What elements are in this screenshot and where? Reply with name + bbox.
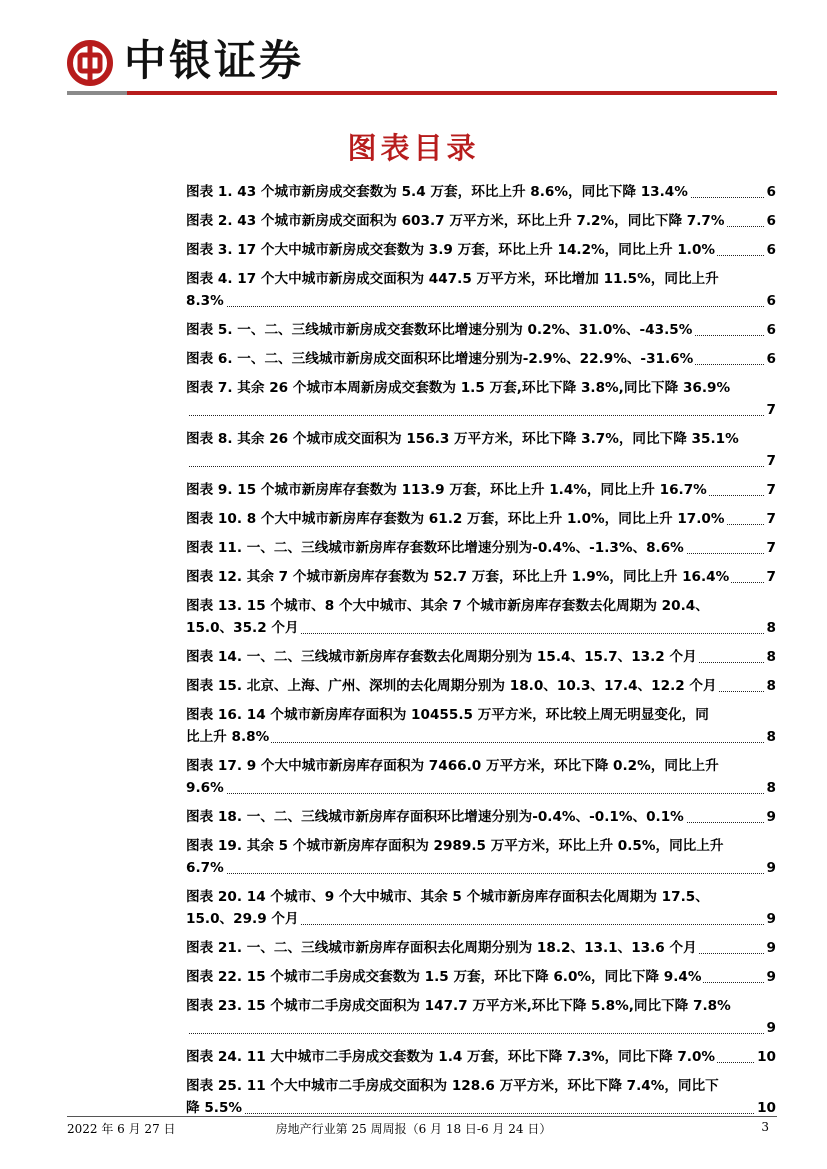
toc-entry-page: 9 [765,966,776,988]
toc-entry-last-line [186,675,776,697]
toc-entry-text: 图表 22. 15 个城市二手房成交套数为 1.5 万套，环比下降 6.0%，同比下降 9.4% [186,969,702,985]
toc-entry-text: 图表 16. 14 个城市新房库存面积为 10455.5 万平方米，环比较上周无明显变化，同 [186,707,709,723]
toc-entry[interactable] [186,319,776,348]
toc-entry-text: 图表 14. 一、二、三线城市新房库存套数去化周期分别为 15.4、15.7、13.2 个月 [186,649,697,665]
toc-entry-text [186,1020,188,1036]
dot-leader [186,415,776,416]
toc-entry-text: 图表 3. 17 个大中城市新房成交套数为 3.9 万套，环比上升 14.2%，同比上升 1.0% [186,242,716,258]
toc-entry-page: 6 [765,348,776,370]
dot-leader [186,1113,776,1114]
toc-entry[interactable] [186,377,776,428]
toc-entry-page: 7 [765,399,776,421]
toc-entry[interactable] [186,428,776,479]
toc-entry-line [186,995,776,1017]
toc-entry-last-line [186,537,776,559]
toc-entry-last-line [186,399,776,421]
toc-entry-last-line [186,479,776,501]
toc-entry-line [186,377,776,399]
toc-entry-page: 6 [765,319,776,341]
toc-entry-last-line [186,726,776,748]
toc-entry-last-line [186,508,776,530]
toc-entry[interactable] [186,806,776,835]
toc-entry-line [186,428,776,450]
toc-entry-text: 图表 23. 15 个城市二手房成交面积为 147.7 万平方米,环比下降 5.8%,同比下降 7.8% [186,998,731,1014]
toc-entry[interactable] [186,508,776,537]
toc-entry[interactable] [186,210,776,239]
toc-entry-last-line [186,239,776,261]
toc-entry-text: 图表 5. 一、二、三线城市新房成交套数环比增速分别为 0.2%、31.0%、-43.5% [186,322,693,338]
footer-rule [67,1116,777,1117]
toc-entry-text: 图表 19. 其余 5 个城市新房库存面积为 2989.5 万平方米，环比上升 0.5%，同比上升 [186,838,724,854]
toc-entry-last-line [186,857,776,879]
toc-entry-last-line [186,181,776,203]
toc-entry-page: 8 [765,726,776,748]
toc-entry-page: 7 [765,566,776,588]
toc-entry-last-line [186,1017,776,1039]
page-number: 3 [761,1120,769,1134]
toc-entry-line [186,595,776,617]
toc-entry-page: 10 [755,1046,776,1068]
toc-entry-last-line [186,348,776,370]
toc-entry-text [186,402,188,418]
toc-entry[interactable] [186,348,776,377]
toc-entry-line [186,755,776,777]
toc-entry-last-line [186,319,776,341]
toc-entry-page: 8 [765,777,776,799]
dot-leader [186,306,776,307]
toc-entry[interactable] [186,937,776,966]
toc-entry-line [186,268,776,290]
toc-entry-text: 图表 17. 9 个大中城市新房库存面积为 7466.0 万平方米，环比下降 0.2%，同比上升 [186,758,719,774]
toc-entry-text: 图表 24. 11 大中城市二手房成交套数为 1.4 万套，环比下降 7.3%，同比下降 7.0% [186,1049,716,1065]
toc-entry-text: 图表 10. 8 个大中城市新房库存套数为 61.2 万套，环比上升 1.0%，同比上升 17.0% [186,511,725,527]
toc-entry-line [186,704,776,726]
brand-name: 中银证券 [124,36,305,85]
toc-entry-page: 9 [765,937,776,959]
toc-entry-last-line [186,617,776,639]
toc-entry[interactable] [186,181,776,210]
boc-logo-icon [67,40,113,86]
toc-entry-text: 图表 12. 其余 7 个城市新房库存套数为 52.7 万套，环比上升 1.9%，同比上升 16.4% [186,569,730,585]
toc-list [186,181,776,1126]
toc-entry[interactable] [186,966,776,995]
toc-entry[interactable] [186,239,776,268]
toc-entry-page: 7 [765,450,776,472]
toc-entry[interactable] [186,566,776,595]
toc-entry-page: 8 [765,646,776,668]
header-rule-red [127,91,777,95]
toc-entry-page: 8 [765,617,776,639]
toc-entry-page: 10 [755,1097,776,1119]
toc-entry[interactable] [186,886,776,937]
toc-entry-text: 8.3% [186,293,224,309]
toc-entry-last-line [186,210,776,232]
toc-entry-last-line [186,290,776,312]
toc-entry-line [186,886,776,908]
toc-entry[interactable] [186,537,776,566]
toc-entry[interactable] [186,995,776,1046]
toc-entry-text: 图表 1. 43 个城市新房成交套数为 5.4 万套，环比上升 8.6%，同比下降 13.4% [186,184,688,200]
toc-entry-last-line [186,566,776,588]
footer-title: 房地产行业第 25 周周报（6 月 18 日-6 月 24 日） [275,1122,552,1136]
toc-entry-page: 6 [765,181,776,203]
dot-leader [186,742,776,743]
toc-entry[interactable] [186,268,776,319]
toc-entry-text: 降 5.5% [186,1100,243,1116]
toc-entry[interactable] [186,675,776,704]
toc-entry[interactable] [186,595,776,646]
toc-entry-line [186,835,776,857]
toc-entry-page: 9 [765,857,776,879]
toc-entry-last-line [186,966,776,988]
toc-entry-text: 6.7% [186,860,224,876]
header-rule-gray [67,91,127,95]
toc-entry-line [186,1075,776,1097]
toc-entry-text: 图表 8. 其余 26 个城市成交面积为 156.3 万平方米，环比下降 3.7%，同比下降 35.1% [186,431,739,447]
toc-entry-text: 图表 18. 一、二、三线城市新房库存面积环比增速分别为-0.4%、-0.1%、0.1% [186,809,684,825]
toc-entry-text: 比上升 8.8% [186,729,270,745]
toc-entry-last-line [186,777,776,799]
toc-entry-page: 7 [765,537,776,559]
toc-entry[interactable] [186,704,776,755]
toc-entry[interactable] [186,835,776,886]
toc-entry-last-line [186,646,776,668]
toc-entry[interactable] [186,1046,776,1075]
footer-date: 2022 年 6 月 27 日 [67,1122,176,1136]
toc-entry-text: 图表 15. 北京、上海、广州、深圳的去化周期分别为 18.0、10.3、17.4、12.2 个月 [186,678,717,694]
toc-entry[interactable] [186,646,776,675]
toc-entry-last-line [186,908,776,930]
toc-entry-text: 图表 25. 11 个大中城市二手房成交面积为 128.6 万平方米，环比下降 7.4%，同比下 [186,1078,719,1094]
toc-entry-text: 15.0、29.9 个月 [186,911,299,927]
toc-entry[interactable] [186,479,776,508]
toc-entry-page: 6 [765,290,776,312]
toc-entry-page: 7 [765,508,776,530]
toc-entry-last-line [186,806,776,828]
toc-entry-page: 6 [765,239,776,261]
toc-entry-text: 图表 7. 其余 26 个城市本周新房成交套数为 1.5 万套,环比下降 3.8%,同比下降 36.9% [186,380,731,396]
dot-leader [186,873,776,874]
toc-entry-text: 9.6% [186,780,224,796]
toc-entry-text: 图表 21. 一、二、三线城市新房库存面积去化周期分别为 18.2、13.1、13.6 个月 [186,940,697,956]
toc-title: 图表目录 [347,131,480,165]
toc-entry-text: 图表 9. 15 个城市新房库存套数为 113.9 万套，环比上升 1.4%，同比上升 16.7% [186,482,707,498]
toc-entry-page: 8 [765,675,776,697]
toc-entry-text: 图表 20. 14 个城市、9 个大中城市、其余 5 个城市新房库存面积去化周期为 17.5、 [186,889,709,905]
toc-entry-last-line [186,1046,776,1068]
toc-entry-page: 6 [765,210,776,232]
toc-entry-text: 图表 2. 43 个城市新房成交面积为 603.7 万平方米，环比上升 7.2%，同比下降 7.7% [186,213,725,229]
dot-leader [186,466,776,467]
toc-entry-text: 图表 13. 15 个城市、8 个大中城市、其余 7 个城市新房库存套数去化周期为 20.4、 [186,598,709,614]
toc-entry-page: 7 [765,479,776,501]
toc-entry-text: 图表 6. 一、二、三线城市新房成交面积环比增速分别为-2.9%、22.9%、-31.6% [186,351,694,367]
toc-entry-text: 图表 4. 17 个大中城市新房成交面积为 447.5 万平方米，环比增加 11.5%，同比上升 [186,271,719,287]
dot-leader [186,1033,776,1034]
toc-entry-last-line [186,937,776,959]
toc-entry-page: 9 [765,908,776,930]
dot-leader [186,793,776,794]
toc-entry-text: 15.0、35.2 个月 [186,620,299,636]
toc-entry[interactable] [186,755,776,806]
toc-entry-text [186,453,188,469]
toc-entry-text: 图表 11. 一、二、三线城市新房库存套数环比增速分别为-0.4%、-1.3%、8.6% [186,540,684,556]
toc-entry-page: 9 [765,806,776,828]
toc-entry-last-line [186,450,776,472]
toc-entry[interactable] [186,1075,776,1126]
toc-entry-page: 9 [765,1017,776,1039]
